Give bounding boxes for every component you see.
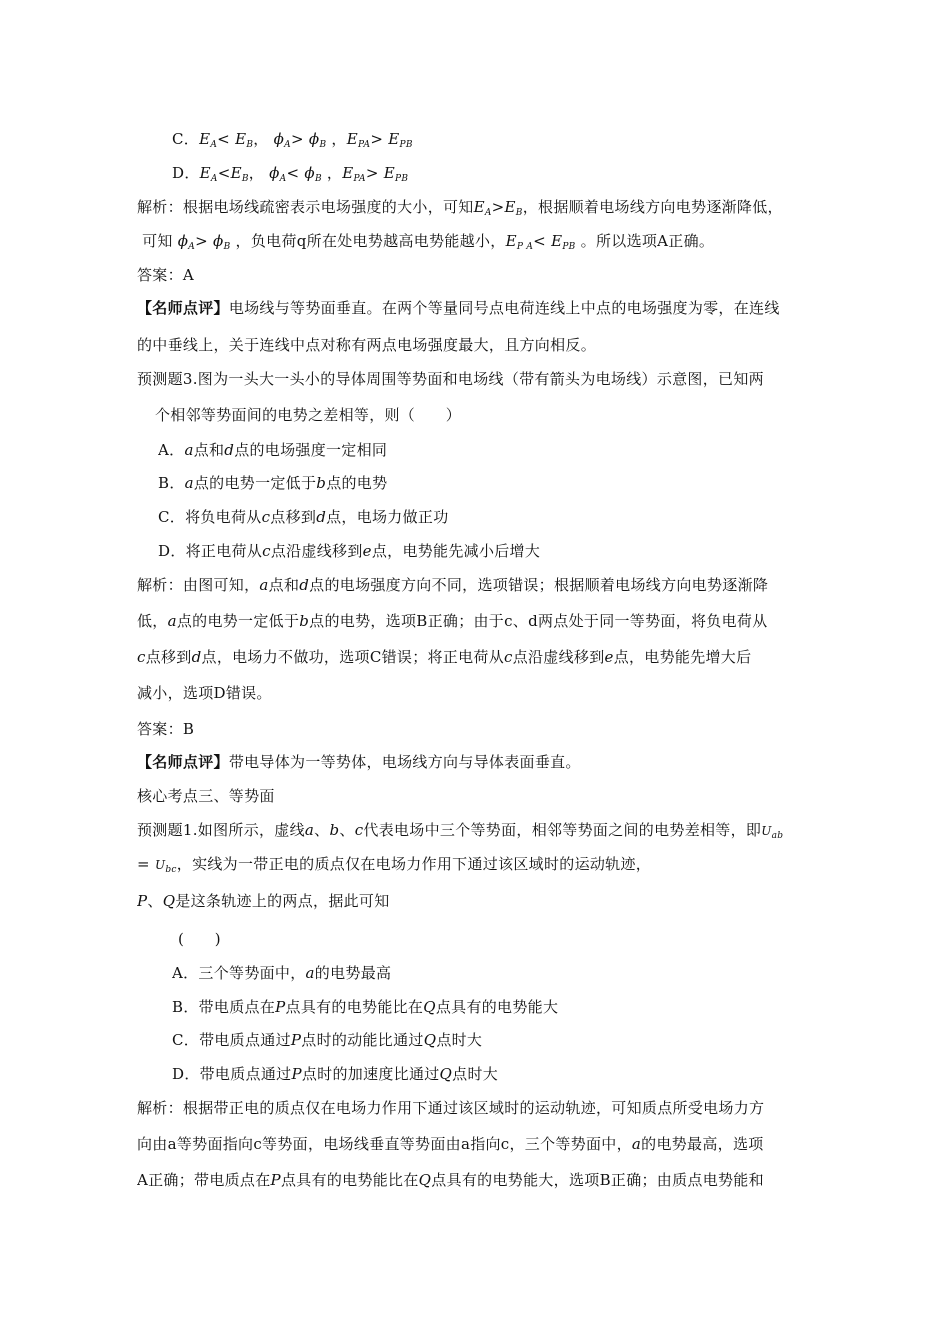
text-line: 解析：根据带正电的质点仅在电场力作用下通过该区域时的运动轨迹，可知质点所受电场力方 [137,1099,765,1117]
text-line: 的中垂线上，关于连线中点对称有两点电场强度最大，且方向相反。 [137,336,597,354]
text-line: D．将正电荷从c点沿虚线移到e点，电势能先减小后增大 [158,542,541,560]
text-line: C．$E_A< E_B$， $\phi_A> \phi_B$ ，$E_{PA}> E_{PB}$ [172,130,413,150]
text-line: 【名师点评】带电导体为一等势体，电场线方向与导体表面垂直。 [137,753,581,771]
text-line: 减小，选项D错误。 [137,684,272,702]
text-line: c点移到d点，电场力不做功，选项C错误；将正电荷从c点沿虚线移到e点，电势能先增大后 [137,648,752,666]
text-line: 预测题3.图为一头大一头小的导体周围等势面和电场线（带有箭头为电场线）示意图，已知两 [137,370,764,388]
text-line: A．a点和d点的电场强度一定相同 [158,441,388,459]
text-line: 答案：A [137,266,195,284]
text-line: P、Q是这条轨迹上的两点，据此可知 [137,892,390,910]
text-line: A正确；带电质点在P点具有的电势能比在Q点具有的电势能大，选项B正确；由质点电势能和 [137,1171,764,1189]
text-line: ( ) [178,930,221,948]
text-line: 核心考点三、等势面 [137,787,275,805]
text-line: C．将负电荷从c点移到d点，电场力做正功 [158,508,449,526]
text-line: 解析：由图可知，a点和d点的电场强度方向不同，选项错误；根据顺着电场线方向电势逐渐降 [137,576,769,594]
text-line: A．三个等势面中，a的电势最高 [172,964,392,982]
text-line: 向由a等势面指向c等势面，电场线垂直等势面由a指向c，三个等势面中，a的电势最高，选项 [137,1135,764,1153]
text-line: 【名师点评】电场线与等势面垂直。在两个等量同号点电荷连线上中点的电场强度为零，在连线 [137,299,780,317]
text-line: 答案：B [137,720,195,738]
text-line: C．带电质点通过P点时的动能比通过Q点时大 [172,1031,483,1049]
text-line: D．$E_A<E_B$， $\phi_A< \phi_B$ ，$E_{PA}> E_{PB}$ [172,164,409,184]
text-line: B．带电质点在P点具有的电势能比在Q点具有的电势能大 [172,998,559,1016]
text-line: 个相邻等势面间的电势之差相等，则（ ） [155,406,462,424]
text-line: 预测题1.如图所示，虚线a、b、c代表电场中三个等势面，相邻等势面之间的电势差相等，即$U_{ab}$ [137,821,784,841]
text-line: 可知 $\phi_A> \phi_B$ ，负电荷q所在处电势越高电势能越小，$E_{P A}< E_{PB}$ 。所以选项A正确。 [137,232,715,252]
text-line: 低，a点的电势一定低于b点的电势，选项B正确；由于c、d两点处于同一等势面，将负电荷从 [137,612,768,630]
text-line: 解析：根据电场线疏密表示电场强度的大小，可知$E_A>E_B$，根据顺着电场线方向电势逐渐降低， [137,198,783,218]
text-line: D．带电质点通过P点时的加速度比通过Q点时大 [172,1065,499,1083]
text-line: B．a点的电势一定低于b点的电势 [158,474,388,492]
text-line: = $U_{bc}$，实线为一带正电的质点仅在电场力作用下通过该区域时的运动轨迹， [137,855,652,875]
